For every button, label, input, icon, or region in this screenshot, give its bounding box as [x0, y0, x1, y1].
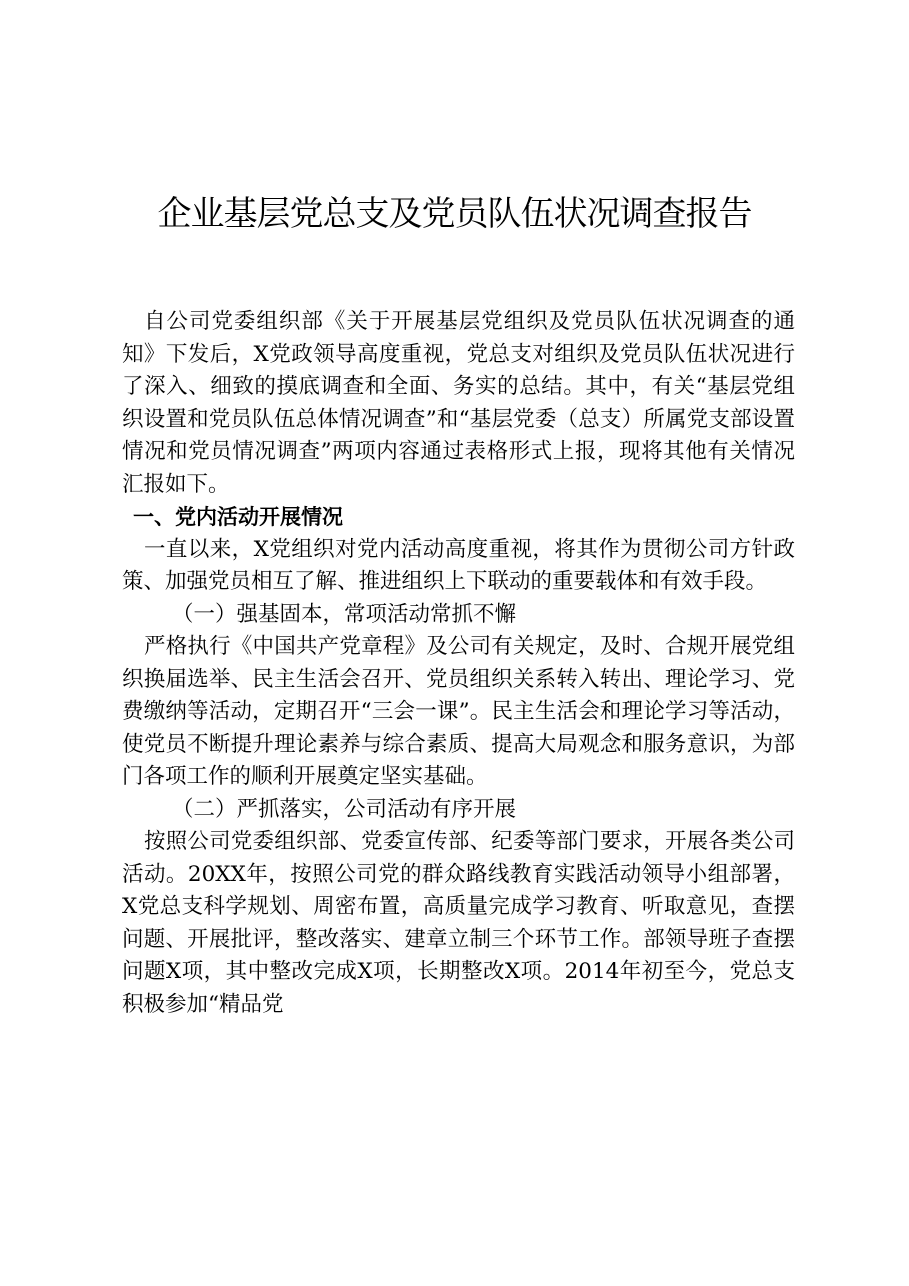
subsection-heading-1: （一）强基固本，常项活动常抓不懈 [172, 601, 517, 627]
section-heading-1: 一、党内活动开展情况 [133, 505, 343, 529]
document-body [122, 306, 795, 1021]
subsection-1-paragraph: 严格执行《中国共产党章程》及公司有关规定，及时、合规开展党组织换届选举、民主生活会召开、党员组织关系转入转出、理论学习、党费缴纳等活动，定期召开“三会一课”。民主生活会和理论学习等活动，使党员不断提升理论素养与综合素质、提高大局观念和服务意识，为部门各项工作的顺利开展奠定坚实基础。 [122, 634, 795, 789]
subsection-heading-2: （二）严抓落实，公司活动有序开展 [172, 796, 517, 822]
document-title: 企业基层党总支及党员队伍状况调查报告 [157, 194, 752, 234]
intro-paragraph: 自公司党委组织部《关于开展基层党组织及党员队伍状况调查的通知》下发后，X党政领导高度重视，党总支对组织及党员队伍状况进行了深入、细致的摸底调查和全面、务实的总结。其中，有关“基层党组织设置和党员队伍总体情况调查”和“基层党委（总支）所属党支部设置情况和党员情况调查”两项内容通过表格形式上报，现将其他有关情况汇报如下。 [122, 309, 795, 497]
section-1-paragraph: 一直以来，X党组织对党内活动高度重视，将其作为贯彻公司方针政策、加强党员相互了解、推进组织上下联动的重要载体和有效手段。 [122, 536, 795, 594]
subsection-2-paragraph: 按照公司党委组织部、党委宣传部、纪委等部门要求，开展各类公司活动。20XX年，按照公司党的群众路线教育实践活动领导小组部署，X党总支科学规划、周密布置，高质量完成学习教育、听取意见，查摆问题、开展批评，整改落实、建章立制三个环节工作。部领导班子查摆问题X项，其中整改完成X项，长期整改X项。2014年初至今，党总支积极参加“精品党 [122, 829, 795, 1017]
